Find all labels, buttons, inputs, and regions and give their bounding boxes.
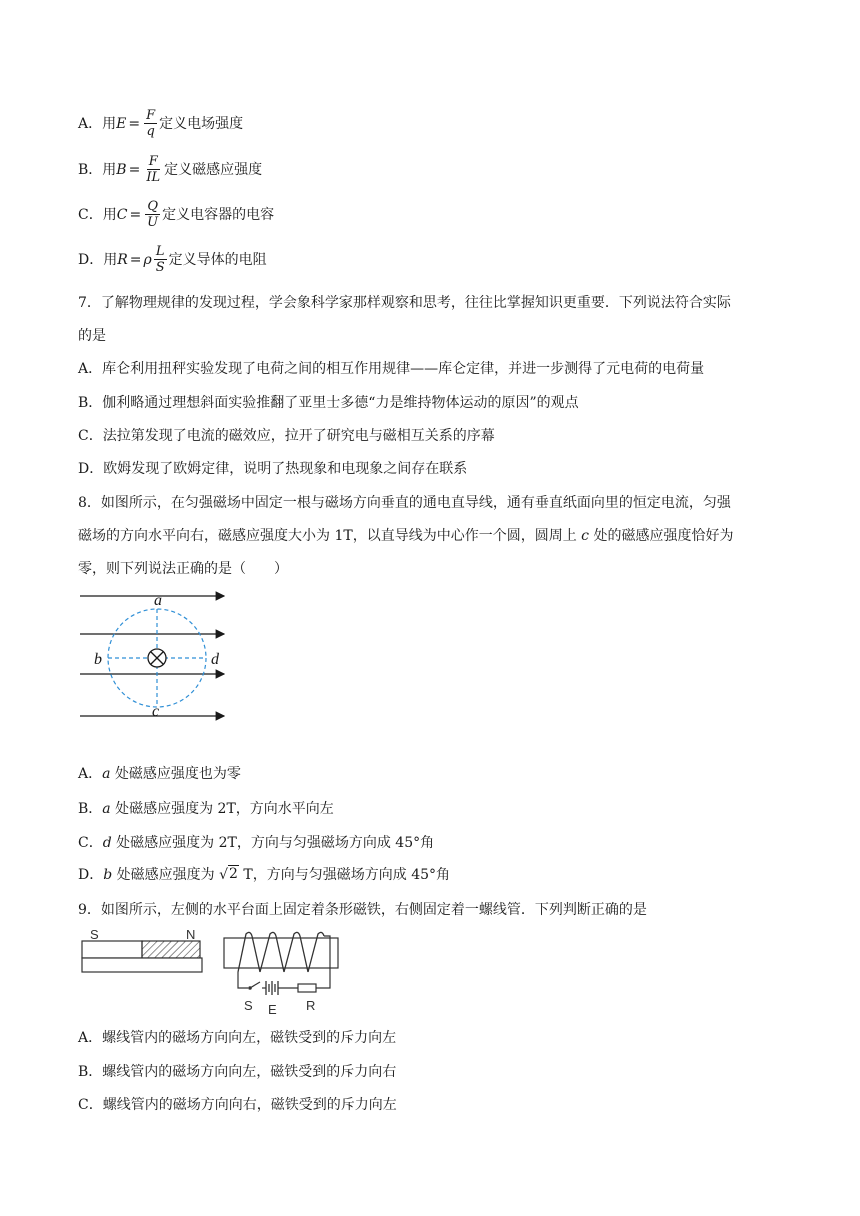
option-label: C． (78, 835, 103, 851)
wire (238, 972, 248, 988)
denominator: IL (146, 170, 161, 185)
sqrt-expression (219, 865, 239, 885)
numerator: Q (147, 199, 158, 214)
radicand: 2 (229, 866, 238, 882)
option-label: A．用 (78, 115, 117, 132)
option-text: T，方向与匀强磁场方向成 45°角 (243, 867, 451, 883)
table-top (82, 958, 202, 972)
label-b: b (94, 651, 102, 668)
q7-stem-line2: 的是 (78, 328, 106, 344)
variable: B (116, 161, 127, 178)
denominator: q (146, 124, 155, 139)
option-label: A． (78, 766, 103, 782)
q9-bar-magnet-figure (80, 926, 204, 976)
option-text: 处磁感应强度为 2T，方向与匀强磁场方向成 45°角 (116, 835, 435, 851)
point-label: d (102, 835, 112, 851)
switch-icon (250, 982, 260, 988)
resistor-label: R (306, 998, 316, 1013)
magnet-s-half (82, 941, 142, 958)
label-c: c (152, 703, 160, 720)
stem-text: 磁场的方向水平向右，磁感应强度大小为 1T，以直导线为中心作一个圆，圆周上 (78, 528, 577, 544)
q7-option-d: D．欧姆发现了欧姆定律，说明了热现象和电现象之间存在联系 (78, 461, 468, 477)
q6-option-b (78, 154, 262, 185)
q8-option-d (78, 865, 450, 885)
label-a: a (154, 592, 162, 609)
q6-option-d (78, 244, 267, 275)
q9-option-c: C．螺线管内的磁场方向向右，磁铁受到的斥力向左 (78, 1097, 397, 1113)
q9-option-b: B．螺线管内的磁场方向向左，磁铁受到的斥力向右 (78, 1064, 397, 1080)
option-text: 定义电容器的电容 (162, 206, 275, 223)
option-text: 处磁感应强度也为零 (114, 766, 241, 782)
q7-option-b: B．伽利略通过理想斜面实验推翻了亚里士多德“力是维持物体运动的原因”的观点 (78, 395, 579, 411)
variable: E (116, 115, 127, 132)
q7-option-c: C．法拉第发现了电流的磁效应，拉开了研究电与磁相互关系的序幕 (78, 428, 495, 444)
emf-label: E (268, 1002, 277, 1017)
q6-option-c (78, 199, 274, 230)
option-text: 定义导体的电阻 (168, 251, 267, 268)
option-label: C．用 (78, 206, 117, 223)
option-text: 定义电场强度 (159, 115, 244, 132)
sqrt-sign: √ (219, 867, 229, 883)
q6-option-a (78, 108, 243, 139)
s-pole-label: S (90, 927, 99, 942)
point-label: c (581, 528, 589, 544)
equals: = (129, 251, 142, 268)
battery-icon (266, 981, 278, 995)
option-text: 定义磁感应强度 (164, 161, 263, 178)
equals: = (128, 161, 141, 178)
resistor-icon (298, 984, 316, 992)
n-pole-label: N (186, 927, 196, 942)
solenoid-core (224, 938, 338, 968)
magnet-n-half (142, 941, 200, 958)
numerator: F (148, 154, 158, 169)
option-label: B． (78, 801, 103, 817)
q8-option-c (78, 833, 434, 853)
label-d: d (211, 651, 219, 668)
q7-option-a: A．库仑利用扭秤实验发现了电荷之间的相互作用规律——库仑定律，并进一步测得了元电荷的电荷量 (78, 361, 705, 377)
fraction (144, 108, 157, 139)
option-text: 处磁感应强度为 (116, 867, 215, 883)
denominator: U (147, 215, 159, 230)
fraction (145, 199, 160, 230)
wire (316, 936, 330, 988)
option-label: D．用 (78, 251, 118, 268)
rho: ρ (143, 251, 152, 268)
q8-stem-line3: 零，则下列说法正确的是（ ） (78, 561, 288, 577)
q9-option-a: A．螺线管内的磁场方向向左，磁铁受到的斥力向左 (78, 1030, 397, 1046)
denominator: S (155, 260, 165, 275)
q7-stem-line1: 7．了解物理规律的发现过程，学会象科学家那样观察和思考，往往比掌握知识更重要．下列说法符合实际 (78, 295, 731, 311)
numerator: F (146, 108, 156, 123)
q8-stem-line1: 8．如图所示，在匀强磁场中固定一根与磁场方向垂直的通电直导线，通有垂直纸面向里的恒定电流，匀强 (78, 495, 731, 511)
variable: C (116, 206, 128, 223)
q9-solenoid-circuit-figure (220, 926, 344, 1018)
point-label: a (102, 766, 111, 782)
switch-label: S (244, 998, 253, 1013)
q8-option-a (78, 764, 241, 784)
variable: R (117, 251, 128, 268)
fraction (144, 154, 162, 185)
numerator: L (155, 244, 165, 259)
point-label: b (103, 867, 113, 883)
q9-stem: 9．如图所示，左侧的水平台面上固定着条形磁铁，右侧固定着一螺线管．下列判断正确的是 (78, 902, 647, 918)
fraction (154, 244, 167, 275)
option-text: 处磁感应强度为 2T，方向水平向左 (115, 801, 334, 817)
q8-magnetic-field-figure (78, 588, 238, 726)
stem-text: 处的磁感应强度恰好为 (593, 528, 734, 544)
equals: = (129, 206, 142, 223)
q8-stem-line2 (78, 526, 733, 546)
option-label: B．用 (78, 161, 117, 178)
equals: = (128, 115, 141, 132)
point-label: a (102, 801, 111, 817)
q8-option-b (78, 799, 334, 819)
option-label: D． (78, 867, 104, 883)
